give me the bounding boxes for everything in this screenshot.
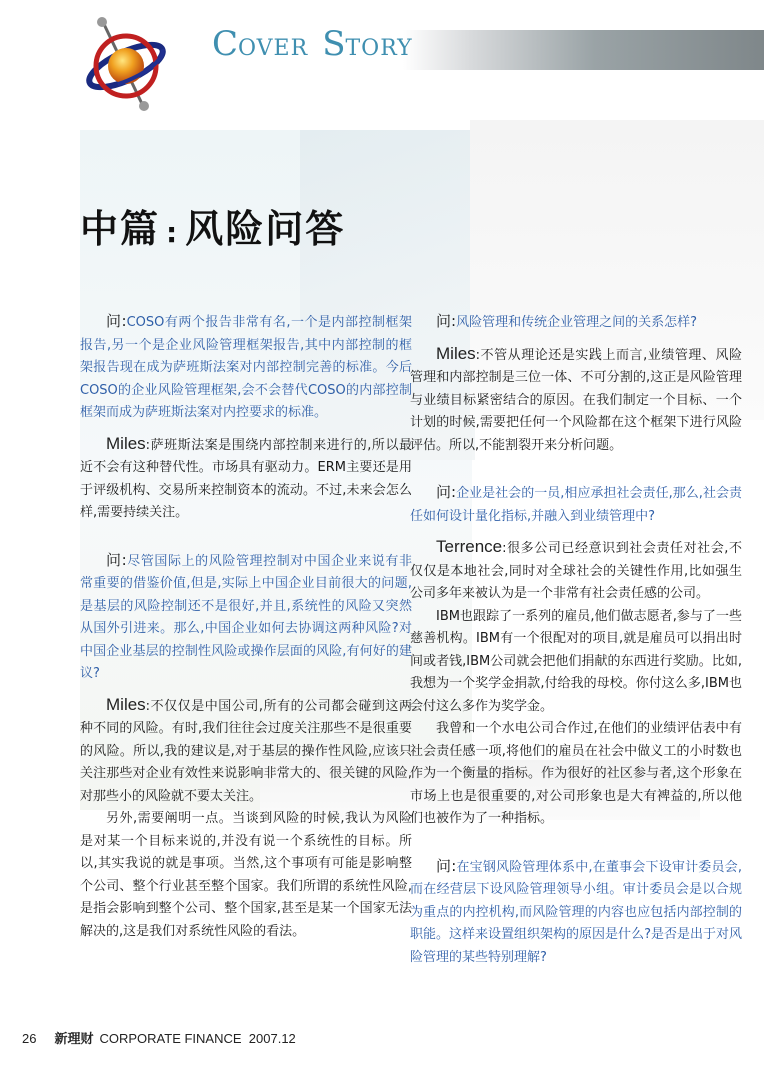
right-column bbox=[410, 310, 742, 969]
answer-paragraph bbox=[410, 536, 742, 606]
question-tag: 问: bbox=[436, 483, 457, 501]
question-tag: 问: bbox=[436, 312, 457, 330]
question-text: 风险管理和传统企业管理之间的关系怎样? bbox=[456, 315, 697, 330]
body-paragraph: IBM也跟踪了一系列的雇员,他们做志愿者,参与了一些慈善机构。IBM有一个很配对的项目,就是雇员可以捐出时间或者钱,IBM公司就会把他们捐献的东西进行奖励。比如,我想为一个奖学金捐款,付给我的母校。你付这么多,IBM也会付这么多作为奖学金。 bbox=[410, 608, 742, 714]
answer-paragraph bbox=[80, 433, 412, 525]
question-text: 企业是社会的一员,相应承担社会责任,那么,社会责任如何设计量化指标,并融入到业绩管理中? bbox=[410, 486, 742, 524]
answer-paragraph bbox=[410, 343, 742, 458]
question-paragraph bbox=[80, 549, 412, 686]
question-paragraph bbox=[80, 310, 412, 425]
question-tag: 问: bbox=[436, 856, 457, 875]
speaker-separator: : bbox=[475, 347, 481, 363]
page-footer bbox=[22, 1028, 296, 1047]
question-text: 在宝钢风险管理体系中,在董事会下设审计委员会,而在经营层下设风险管理领导小组。审计委员会是以合规为重点的内控机构,而风险管理的内容也应包括内部控制的职能。这样来设置组织架构的原因是什么?是否是出于对风险管理的某些特别理解? bbox=[410, 859, 742, 965]
answer-text: 很多公司已经意识到社会责任对社会,不仅仅是本地社会,同时对全球社会的关键性作用,比如强生公司多年来被认为是一个非常有社会责任感的公司。 bbox=[410, 541, 742, 601]
speaker-separator: : bbox=[502, 541, 507, 556]
speaker-name: Miles bbox=[436, 343, 476, 363]
page-number: 26 bbox=[22, 1031, 37, 1046]
answer-text: 萨班斯法案是围绕内部控制来进行的,所以最近不会有这种替代性。市场具有驱动力。ERM主要还是用于评级机构、交易所来控制资本的流动。不过,未来会怎么样,需要持续关注。 bbox=[80, 437, 412, 520]
magazine-name: 新理财 bbox=[54, 1032, 94, 1047]
question-text: COSO有两个报告非常有名,一个是内部控制框架报告,另一个是企业风险管理框架报告,其中内部控制的框架报告现在成为萨班斯法案对内部控制完善的标准。今后COSO的企业风险管理框架,会不会替代COSO的内部控制框架而成为萨班斯法案对内控要求的标准。 bbox=[80, 315, 412, 420]
section-title: COVER STORY bbox=[212, 24, 413, 64]
question-tag: 问: bbox=[106, 312, 127, 330]
question-paragraph bbox=[410, 481, 742, 528]
article-headline: 中篇 : 风险问答 bbox=[80, 207, 346, 251]
gyroscope-logo-icon bbox=[82, 14, 172, 114]
answer-text: 不仅仅是中国公司,所有的公司都会碰到这两种不同的风险。有时,我们往往会过度关注那些不是很重要的风险。所以,我的建议是,对于基层的操作性风险,应该只关注那些对企业有效性来说影响非常大的、很关键的风险,对那些小的风险就不要太关注。 bbox=[80, 698, 412, 804]
question-tag: 问: bbox=[106, 550, 127, 569]
magazine-english-name: CORPORATE FINANCE bbox=[99, 1031, 242, 1046]
answer-text: 不管从理论还是实践上而言,业绩管理、风险管理和内部控制是三位一体、不可分割的,这正是风险管理与业绩目标紧密结合的原因。在我们制定一个目标、一个计划的时候,需要把任何一个风险都在这个框架下进行风险评估。所以,不能割裂开来分析问题。 bbox=[410, 347, 742, 453]
question-paragraph bbox=[410, 855, 742, 970]
question-text: 尽管国际上的风险管理控制对中国企业来说有非常重要的借鉴价值,但是,实际上中国企业目前很大的问题,是基层的风险控制还不是很好,并且,系统性的风险又突然从国外引进来。那么,中国企业如何去协调这两种风险?对中国企业基层的控制性风险或操作层面的风险,有何好的建议? bbox=[80, 553, 412, 681]
speaker-name: Miles bbox=[106, 694, 146, 714]
speaker-separator: : bbox=[145, 437, 151, 453]
speaker-name: Terrence bbox=[436, 537, 503, 556]
speaker-name: Miles bbox=[106, 433, 146, 453]
speaker-separator: : bbox=[145, 698, 151, 714]
answer-paragraph bbox=[80, 694, 412, 809]
body-paragraph: 我曾和一个水电公司合作过,在他们的业绩评估表中有社会责任感一项,将他们的雇员在社会中做义工的小时数也作为一个衡量的指标。作为很好的社区参与者,这个形象在市场上也是很重要的,对公司形象也是大有裨益的,所以他们也被作为了一种指标。 bbox=[410, 721, 742, 826]
left-column bbox=[80, 310, 412, 943]
question-paragraph bbox=[410, 310, 742, 335]
issue-date: 2007.12 bbox=[248, 1031, 296, 1046]
body-paragraph: 另外,需要阐明一点。当谈到风险的时候,我认为风险是对某一个目标来说的,并没有说一个系统性的目标。所以,其实我说的就是事项。当然,这个事项有可能是影响整个公司、整个行业甚至整个国家。我们所谓的系统性风险,是指会影响到整个公司、整个国家,甚至是某一个国家无法解决的,这是我们对系统性风险的看法。 bbox=[80, 811, 412, 939]
